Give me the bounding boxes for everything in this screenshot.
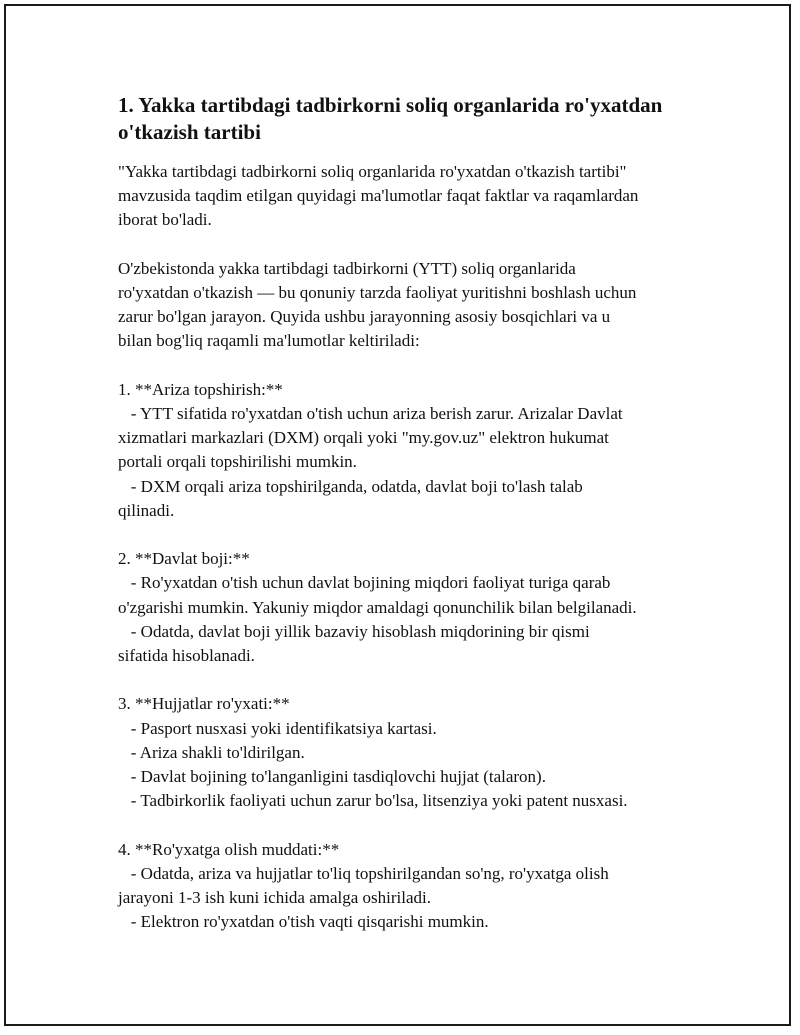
document-body-text: "Yakka tartibdagi tadbirkorni soliq organlarida ro'yxatdan o'tkazish tartibi" mavzusida taqdim etilgan quyidagi ma'lumotlar faqat faktlar va raqamlardan iborat bo'ladi. O'zbekistonda yakka tartibdagi tadbirkorni (YTT) soliq organlarida ro'yxatdan o'tkazish — bu qonuniy tarzda faoliyat yuritishni boshlash uchun zarur bo'lgan jarayon. Quyida ushbu jarayonning asosiy bosqichlari va u bilan bog'liq raqamli ma'lumotlar keltiriladi: 1. **Ariza topshirish:** - YTT sifatida ro'yxatdan o'tish uchun ariza berish zarur. Arizalar Davlat xizmatlari markazlari (DXM) orqali yoki "my.gov.uz" elektron hukumat portali orqali topshirilishi mumkin. - DXM orqali ariza topshirilganda, odatda, davlat boji to'lash talab qilinadi. 2. **Davlat boji:** - Ro'yxatdan o'tish uchun davlat bojining miqdori faoliyat turiga qarab o'zgarishi mumkin. Yakuniy miqdor amaldagi qonunchilik bilan belgilanadi. - Odatda, davlat boji yillik bazaviy hisoblash miqdorining bir qismi sifatida hisoblanadi. 3. **Hujjatlar ro'yxati:** - Pasport nusxasi yoki identifikatsiya kartasi. - Ariza shakli to'ldirilgan. - Davlat bojining to'langanligini tasdiqlovchi hujjat (talaron). - Tadbirkorlik faoliyati uchun zarur bo'lsa, litsenziya yoki patent nusxasi. 4. **Ro'yxatga olish muddati:** - Odatda, ariza va hujjatlar to'liq topshirilgandan so'ng, ro'yxatga olish jarayoni 1-3 ish kuni ichida amalga oshiriladi. - Elektron ro'yxatdan o'tish vaqti qisqarishi mumkin. xyxy=(118,162,639,932)
document-content xyxy=(118,92,698,935)
document-title: 1. Yakka tartibdagi tadbirkorni soliq organlarida ro'yxatdan o'tkazish tartibi xyxy=(118,93,663,144)
